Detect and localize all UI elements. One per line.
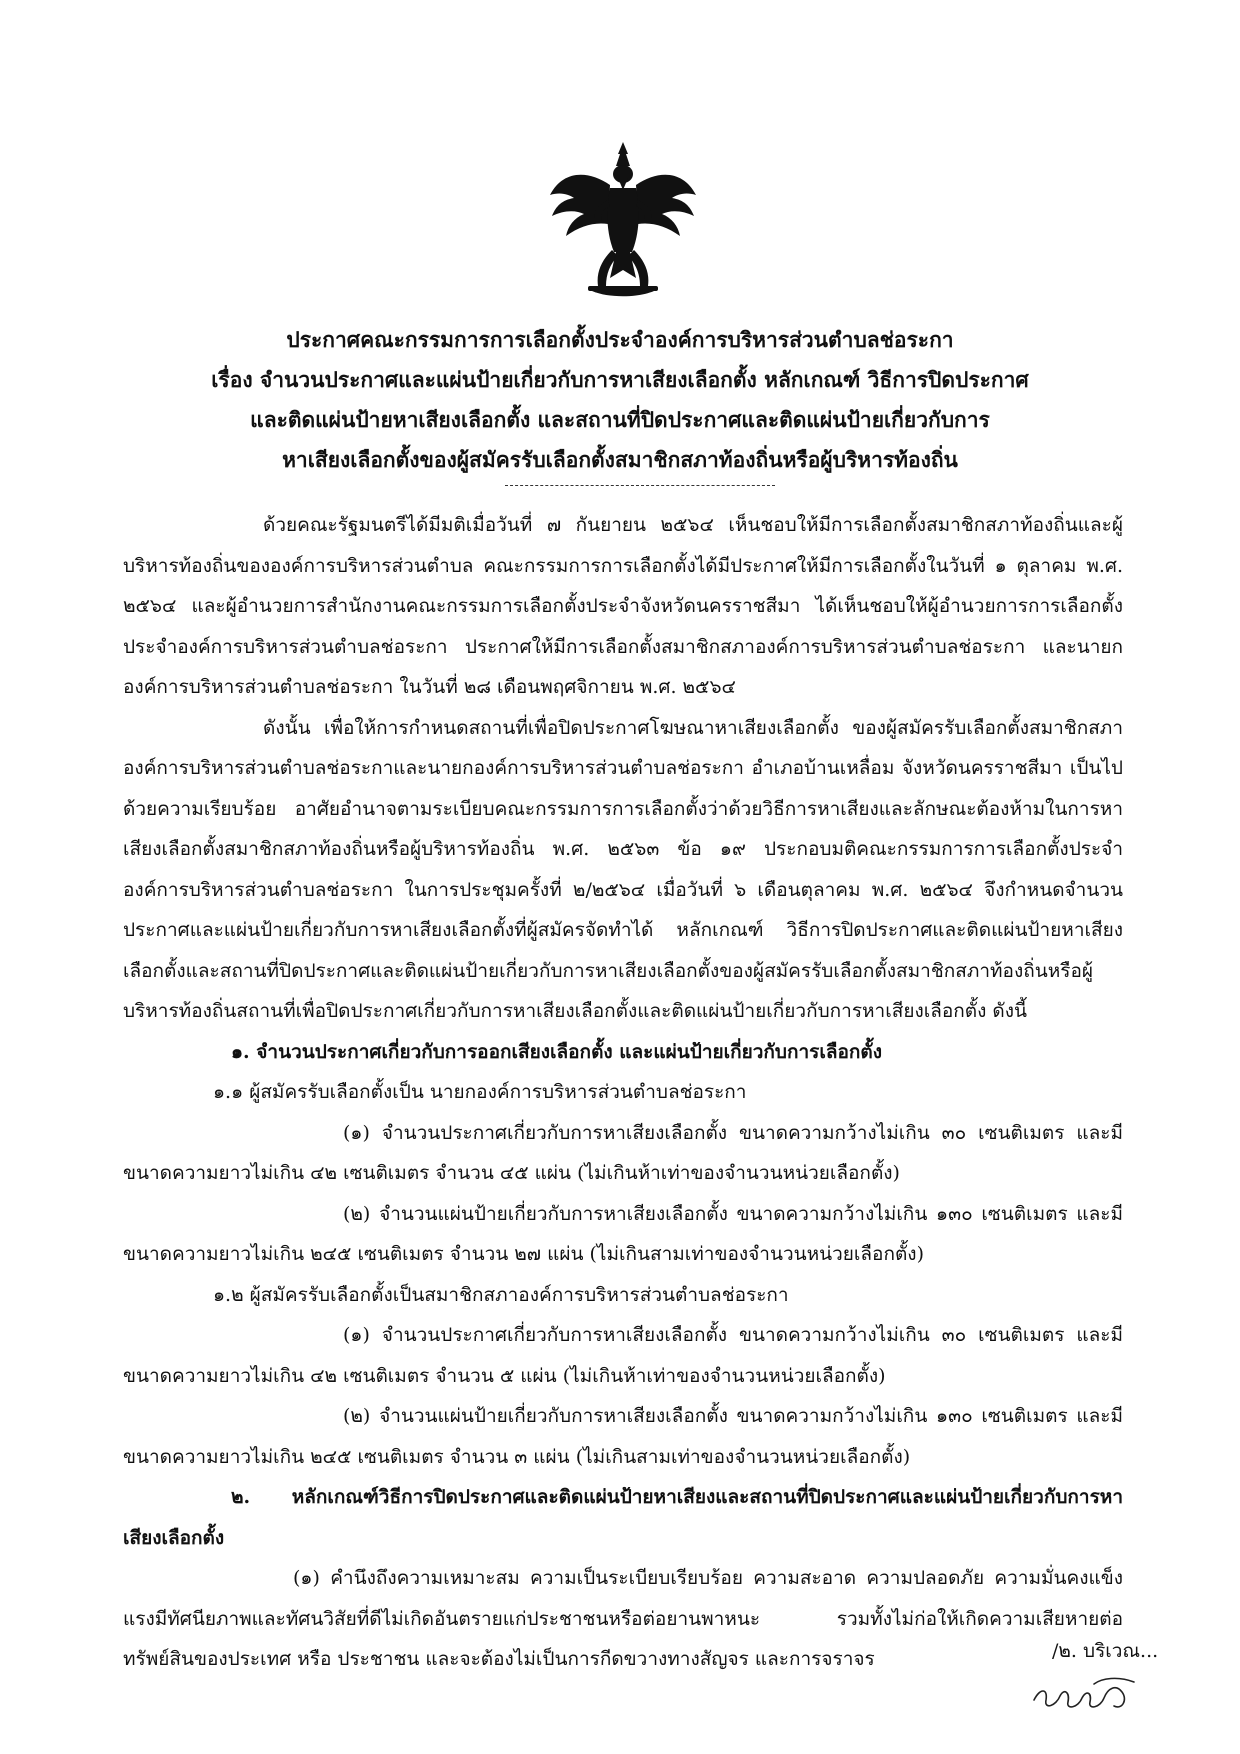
subsection-1-1: ๑.๑ ผู้สมัครรับเลือกตั้งเป็น นายกองค์การบริหารส่วนตำบลช่อระกา xyxy=(213,1081,747,1103)
section-2-heading: ๒. หลักเกณฑ์วิธีการปิดประกาศและติดแผ่นป้ายหาเสียงและสถานที่ปิดประกาศและแผ่นป้ายเกี่ยวกับการหาเสียงเลือกตั้ง xyxy=(123,1486,1123,1549)
section-1-heading: ๑. จำนวนประกาศเกี่ยวกับการออกเสียงเลือกตั้ง และแผ่นป้ายเกี่ยวกับการเลือกตั้ง xyxy=(231,1040,883,1063)
paragraph-2: ดังนั้น เพื่อให้การกำหนดสถานที่เพื่อปิดประกาศโฆษณาหาเสียงเลือกตั้ง ของผู้สมัครรับเลือกตั้งสมาชิกสภาองค์การบริหารส่วนตำบลช่อระกาและนายกองค์การบริหารส่วนตำบลช่อระกา อำเภอบ้านเหลื่อม จังหวัดนครราชสีมา เป็นไปด้วยความเรียบร้อย อาศัยอำนาจตามระเบียบคณะกรรมการการเลือกตั้งว่าด้วยวิธีการหาเสียงและลักษณะต้องห้ามในการหาเสียงเลือกตั้งสมาชิกสภาท้องถิ่นหรือผู้บริหารท้องถิ่น พ.ศ. ๒๕๖๓ ข้อ ๑๙ ประกอบมติคณะกรรมการการเลือกตั้งประจำองค์การบริหารส่วนตำบลช่อระกา ในการประชุมครั้งที่ ๒/๒๕๖๔ เมื่อวันที่ ๖ เดือนตุลาคม พ.ศ. ๒๕๖๔ จึงกำหนดจำนวนประกาศและแผ่นป้ายเกี่ยวกับการหาเสียงเลือกตั้งที่ผู้สมัครจัดทำได้ หลักเกณฑ์ วิธีการปิดประกาศและติดแผ่นป้ายหาเสียงเลือกตั้งและสถานที่ปิดประกาศและติดแผ่นป้ายเกี่ยวกับการหาเสียงเลือกตั้งของผู้สมัครรับเลือกตั้งสมาชิกสภาท้องถิ่นหรือผู้บริหารท้องถิ่นสถานที่เพื่อปิดประกาศเกี่ยวกับการหาเสียงเลือกตั้งและติดแผ่นป้ายเกี่ยวกับการหาเสียงเลือกตั้ง ดังนี้ xyxy=(123,716,1123,1022)
signature-icon xyxy=(1030,1670,1140,1715)
item-1-1-2: (๒) จำนวนแผ่นป้ายเกี่ยวกับการหาเสียงเลือกตั้ง ขนาดความกว้างไม่เกิน ๑๓๐ เซนติเมตร และมีขนาดความยาวไม่เกิน ๒๔๕ เซนติเมตร จำนวน ๒๗ แผ่น (ไม่เกินสามเท่าของจำนวนหน่วยเลือกตั้ง) xyxy=(123,1202,1123,1265)
document-title xyxy=(150,320,1090,480)
item-1-2-1: (๑) จำนวนประกาศเกี่ยวกับการหาเสียงเลือกตั้ง ขนาดความกว้างไม่เกิน ๓๐ เซนติเมตร และมีขนาดความยาวไม่เกิน ๔๒ เซนติเมตร จำนวน ๕ แผ่น (ไม่เกินห้าเท่าของจำนวนหน่วยเลือกตั้ง) xyxy=(123,1324,1123,1387)
title-line-2: เรื่อง จำนวนประกาศและแผ่นป้ายเกี่ยวกับการหาเสียงเลือกตั้ง หลักเกณฑ์ วิธีการปิดประกาศ xyxy=(211,367,1029,392)
title-line-1: ประกาศคณะกรรมการการเลือกตั้งประจำองค์การบริหารส่วนตำบลช่อระกา xyxy=(286,327,954,352)
garuda-emblem-icon xyxy=(548,140,698,300)
document-body xyxy=(123,505,1123,1680)
title-divider xyxy=(505,485,775,486)
paragraph-1: ด้วยคณะรัฐมนตรีได้มีมติเมื่อวันที่ ๗ กันยายน ๒๕๖๔ เห็นชอบให้มีการเลือกตั้งสมาชิกสภาท้องถิ่นและผู้บริหารท้องถิ่นขององค์การบริหารส่วนตำบล คณะกรรมการการเลือกตั้งได้มีประกาศให้มีการเลือกตั้งในวันที่ ๑ ตุลาคม พ.ศ. ๒๕๖๔ และผู้อำนวยการสำนักงานคณะกรรมการเลือกตั้งประจำจังหวัดนครราชสีมา ได้เห็นชอบให้ผู้อำนวยการการเลือกตั้งประจำองค์การบริหารส่วนตำบลช่อระกา ประกาศให้มีการเลือกตั้งสมาชิกสภาองค์การบริหารส่วนตำบลช่อระกา และนายกองค์การบริหารส่วนตำบลช่อระกา ในวันที่ ๒๘ เดือนพฤศจิกายน พ.ศ. ๒๕๖๔ xyxy=(123,514,1123,698)
item-1-2-2: (๒) จำนวนแผ่นป้ายเกี่ยวกับการหาเสียงเลือกตั้ง ขนาดความกว้างไม่เกิน ๑๓๐ เซนติเมตร และมีขนาดความยาวไม่เกิน ๒๔๕ เซนติเมตร จำนวน ๓ แผ่น (ไม่เกินสามเท่าของจำนวนหน่วยเลือกตั้ง) xyxy=(123,1405,1123,1468)
subsection-1-2: ๑.๒ ผู้สมัครรับเลือกตั้งเป็นสมาชิกสภาองค์การบริหารส่วนตำบลช่อระกา xyxy=(213,1283,789,1306)
next-page-marker: /๒. บริเวณ... xyxy=(1052,1640,1159,1662)
title-line-4: หาเสียงเลือกตั้งของผู้สมัครรับเลือกตั้งสมาชิกสภาท้องถิ่นหรือผู้บริหารท้องถิ่น xyxy=(282,447,958,472)
title-line-3: และติดแผ่นป้ายหาเสียงเลือกตั้ง และสถานที่ปิดประกาศและติดแผ่นป้ายเกี่ยวกับการ xyxy=(250,407,990,432)
item-1-1-1: (๑) จำนวนประกาศเกี่ยวกับการหาเสียงเลือกตั้ง ขนาดความกว้างไม่เกิน ๓๐ เซนติเมตร และมีขนาดความยาวไม่เกิน ๔๒ เซนติเมตร จำนวน ๔๕ แผ่น (ไม่เกินห้าเท่าของจำนวนหน่วยเลือกตั้ง) xyxy=(123,1121,1123,1184)
item-2-1: (๑) คำนึงถึงความเหมาะสม ความเป็นระเบียบเรียบร้อย ความสะอาด ความปลอดภัย ความมั่นคงแข็งแรงมีทัศนียภาพและทัศนวิสัยที่ดีไม่เกิดอันตรายแก่ประชาชนหรือต่อยานพาหนะ รวมทั้งไม่ก่อให้เกิดความเสียหายต่อทรัพย์สินของประเทศ หรือ ประชาชน และจะต้องไม่เป็นการกีดขวางทางสัญจร และการจราจร xyxy=(123,1567,1123,1670)
